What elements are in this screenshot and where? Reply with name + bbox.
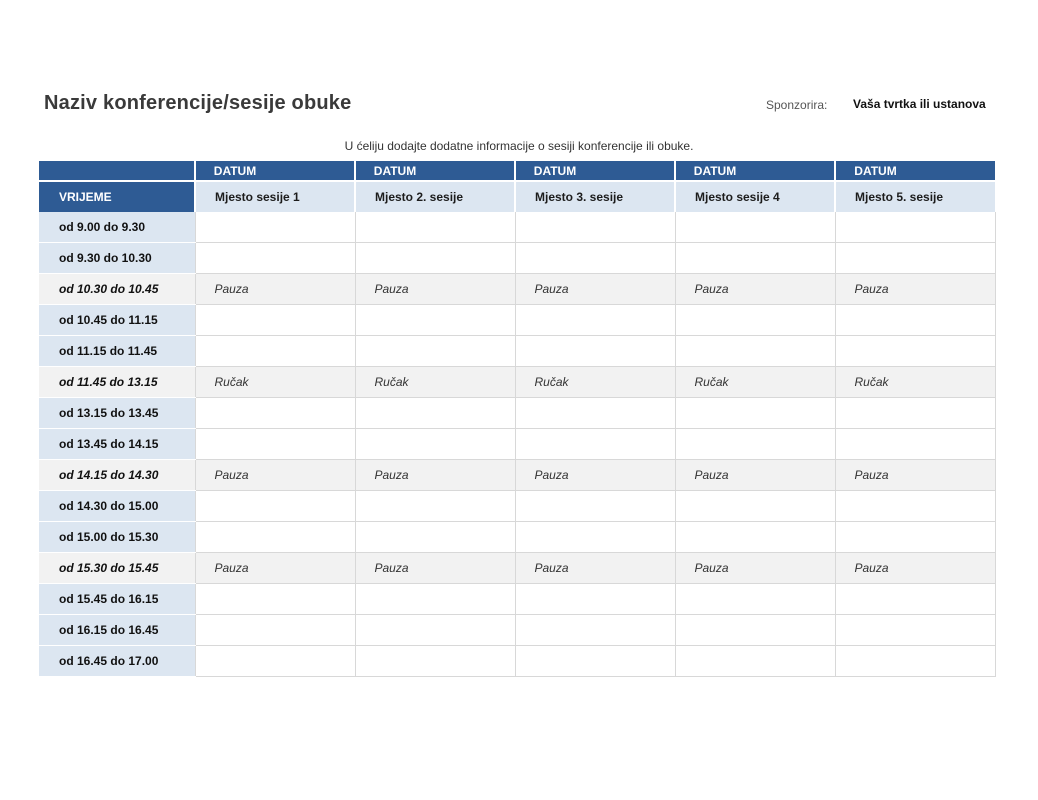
session-cell[interactable] [355, 398, 515, 429]
session-cell[interactable]: Ručak [835, 367, 995, 398]
session-cell[interactable] [355, 336, 515, 367]
info-note: U ćeliju dodajte dodatne informacije o sesiji konferencije ili obuke. [344, 139, 694, 153]
session-cell[interactable] [835, 429, 995, 460]
session-cell[interactable] [515, 615, 675, 646]
session-cell[interactable] [355, 429, 515, 460]
session-cell[interactable] [675, 429, 835, 460]
session-cell[interactable] [515, 305, 675, 336]
session-cell[interactable] [835, 336, 995, 367]
location-header[interactable]: Mjesto 5. sesije [835, 181, 995, 212]
schedule-table [39, 161, 996, 677]
session-cell[interactable]: Pauza [355, 460, 515, 491]
session-cell[interactable] [195, 522, 355, 553]
time-slot-label: od 15.45 do 16.15 [39, 584, 195, 615]
session-cell[interactable] [675, 243, 835, 274]
session-cell[interactable]: Pauza [835, 553, 995, 584]
time-slot-label: od 9.00 do 9.30 [39, 212, 195, 243]
session-cell[interactable]: Pauza [515, 274, 675, 305]
location-header[interactable]: Mjesto 3. sesije [515, 181, 675, 212]
session-cell[interactable] [675, 398, 835, 429]
table-row [39, 615, 995, 646]
time-column-header: VRIJEME [39, 181, 195, 212]
session-cell[interactable] [355, 212, 515, 243]
session-cell[interactable] [195, 305, 355, 336]
break-row [39, 460, 995, 491]
session-cell[interactable]: Pauza [675, 553, 835, 584]
session-cell[interactable]: Ručak [195, 367, 355, 398]
session-cell[interactable]: Ručak [675, 367, 835, 398]
time-slot-label: od 16.45 do 17.00 [39, 646, 195, 677]
session-cell[interactable] [835, 243, 995, 274]
table-row [39, 305, 995, 336]
table-row [39, 491, 995, 522]
session-cell[interactable] [195, 429, 355, 460]
session-cell[interactable] [835, 615, 995, 646]
session-cell[interactable] [675, 522, 835, 553]
session-cell[interactable] [355, 522, 515, 553]
session-cell[interactable] [195, 243, 355, 274]
session-cell[interactable] [515, 584, 675, 615]
session-cell[interactable] [835, 522, 995, 553]
session-cell[interactable]: Ručak [355, 367, 515, 398]
session-cell[interactable]: Pauza [515, 553, 675, 584]
session-cell[interactable] [195, 646, 355, 677]
session-cell[interactable]: Pauza [195, 274, 355, 305]
time-slot-label: od 14.30 do 15.00 [39, 491, 195, 522]
time-slot-label: od 9.30 do 10.30 [39, 243, 195, 274]
session-cell[interactable]: Ručak [515, 367, 675, 398]
break-row [39, 367, 995, 398]
table-row [39, 212, 995, 243]
session-cell[interactable] [675, 646, 835, 677]
session-cell[interactable] [515, 646, 675, 677]
session-cell[interactable] [195, 491, 355, 522]
session-cell[interactable]: Pauza [835, 460, 995, 491]
session-cell[interactable] [835, 398, 995, 429]
table-row [39, 243, 995, 274]
session-cell[interactable] [675, 491, 835, 522]
session-cell[interactable] [835, 212, 995, 243]
session-cell[interactable] [515, 429, 675, 460]
session-cell[interactable] [675, 305, 835, 336]
session-cell[interactable]: Pauza [835, 274, 995, 305]
date-header[interactable]: DATUM [195, 161, 355, 181]
session-cell[interactable]: Pauza [355, 274, 515, 305]
session-cell[interactable] [515, 243, 675, 274]
location-header-row [39, 181, 995, 212]
session-cell[interactable] [515, 336, 675, 367]
header-corner [39, 161, 195, 181]
sponsor-value[interactable]: Vaša tvrtka ili ustanova [853, 97, 986, 111]
session-cell[interactable] [355, 584, 515, 615]
time-slot-label: od 15.30 do 15.45 [39, 553, 195, 584]
table-row [39, 429, 995, 460]
session-cell[interactable]: Pauza [675, 274, 835, 305]
session-cell[interactable] [675, 584, 835, 615]
session-cell[interactable] [835, 584, 995, 615]
time-slot-label: od 13.15 do 13.45 [39, 398, 195, 429]
session-cell[interactable] [675, 615, 835, 646]
time-slot-label: od 16.15 do 16.45 [39, 615, 195, 646]
session-cell[interactable] [835, 646, 995, 677]
session-cell[interactable] [515, 398, 675, 429]
session-cell[interactable] [515, 491, 675, 522]
table-row [39, 584, 995, 615]
session-cell[interactable] [835, 305, 995, 336]
session-cell[interactable]: Pauza [675, 460, 835, 491]
page-title: Naziv konferencije/sesije obuke [44, 92, 352, 114]
session-cell[interactable]: Pauza [515, 460, 675, 491]
session-cell[interactable]: Pauza [355, 553, 515, 584]
time-slot-label: od 15.00 do 15.30 [39, 522, 195, 553]
session-cell[interactable] [355, 243, 515, 274]
session-cell[interactable] [355, 615, 515, 646]
time-slot-label: od 11.15 do 11.45 [39, 336, 195, 367]
time-slot-label: od 13.45 do 14.15 [39, 429, 195, 460]
table-row [39, 398, 995, 429]
date-header[interactable]: DATUM [835, 161, 995, 181]
table-row [39, 522, 995, 553]
date-header[interactable]: DATUM [355, 161, 515, 181]
session-cell[interactable] [515, 212, 675, 243]
session-cell[interactable]: Pauza [195, 460, 355, 491]
table-row [39, 646, 995, 677]
location-header[interactable]: Mjesto sesije 4 [675, 181, 835, 212]
session-cell[interactable] [515, 522, 675, 553]
date-header-row [39, 161, 995, 181]
session-cell[interactable] [355, 305, 515, 336]
session-cell[interactable] [675, 212, 835, 243]
session-cell[interactable] [355, 646, 515, 677]
date-header[interactable]: DATUM [675, 161, 835, 181]
sponsor-label: Sponzorira: [766, 98, 828, 112]
session-cell[interactable] [355, 491, 515, 522]
location-header[interactable]: Mjesto 2. sesije [355, 181, 515, 212]
session-cell[interactable] [835, 491, 995, 522]
session-cell[interactable] [195, 615, 355, 646]
session-cell[interactable] [195, 336, 355, 367]
session-cell[interactable]: Pauza [195, 553, 355, 584]
session-cell[interactable] [195, 212, 355, 243]
session-cell[interactable] [195, 584, 355, 615]
location-header[interactable]: Mjesto sesije 1 [195, 181, 355, 212]
time-slot-label: od 10.30 do 10.45 [39, 274, 195, 305]
break-row [39, 553, 995, 584]
session-cell[interactable] [675, 336, 835, 367]
break-row [39, 274, 995, 305]
time-slot-label: od 11.45 do 13.15 [39, 367, 195, 398]
time-slot-label: od 14.15 do 14.30 [39, 460, 195, 491]
session-cell[interactable] [195, 398, 355, 429]
time-slot-label: od 10.45 do 11.15 [39, 305, 195, 336]
date-header[interactable]: DATUM [515, 161, 675, 181]
table-row [39, 336, 995, 367]
